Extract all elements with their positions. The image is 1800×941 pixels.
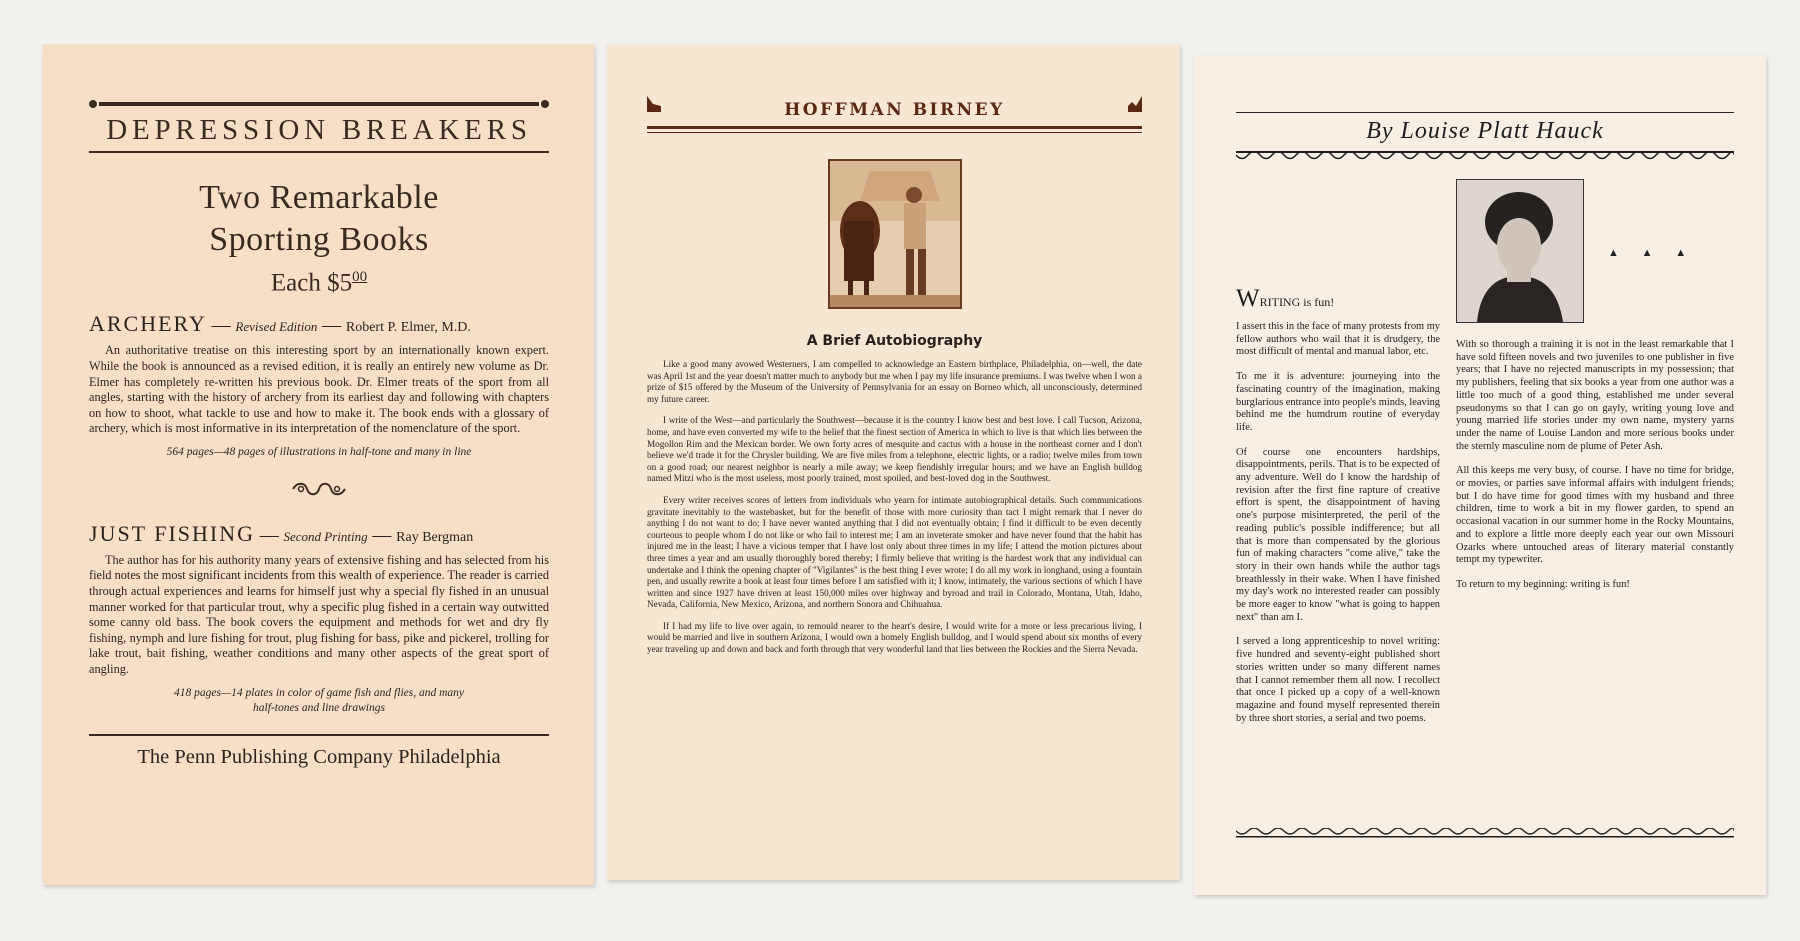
author-name: HOFFMAN BIRNEY bbox=[784, 100, 1005, 120]
right-paragraph-2: All this keeps me very busy, of course. I have no time for bridge, or movies, or parties save informal affairs with indulgent friends; but I do have time for good times with my husband and three children, time to work a bit in my flower garden, to spend an occasional vacation in our summer home in the Rocky Mountains, and to explore a little more deeply each year our own Missouri Ozarks where untouched areas of literary material constantly tempt my typewriter. bbox=[1456, 465, 1734, 566]
left-column bbox=[1236, 285, 1440, 737]
ornament-icon bbox=[89, 480, 549, 503]
author-portrait bbox=[1456, 179, 1584, 323]
book-archery-heading: ARCHERY — Revised Edition — Robert P. Elmer, M.D. bbox=[89, 311, 471, 337]
bio-paragraph-1: Like a good many avowed Westerners, I am compelled to acknowledge an Eastern birthplace, Philadelphia, on—well, the date was April 1st and the year doesn't matter much to anybody but me when I pay my life insurance premiums. I was twelve when I won a prize of $15 offered by the Museum of the University of Pennsylvania for an essay on Borneo which, all unconsciously, determined my future career. bbox=[647, 359, 1142, 404]
bio-paragraph-4: If I had my life to live over again, to remould nearer to the heart's desire, I would write for a more or less precarious living, I would be married and live in southern Arizona, I would own a homely English bulldog, and I would spend about six months of every year traveling up and down and back and forth through that very wonderful land that lies between the Rockies and the Sierra Nevada. bbox=[647, 620, 1142, 655]
book-archery-description: An authoritative treatise on this interesting sport by an internationally known expert. While the book is announced as a revised edition, it is really an entirely new volume as Dr. Elmer has completely re-written his previous book. Dr. Elmer treats of the sport from all angles, starting with the history of archery from its earliest day and following with chapters on how to shoot, what tackle to use and how to make it. The book ends with a glossary of archery, which is most informative in its interpretation of the nomenclature of the sport. bbox=[89, 343, 549, 436]
right-column bbox=[1456, 179, 1734, 604]
left-paragraph-2: To me it is adventure: journeying into the fascinating country of the imagination, making burglarious entrance into people's minds, leaving behind me the humdrum routine of everyday life. bbox=[1236, 371, 1440, 433]
autobiography-title: A Brief Autobiography bbox=[806, 333, 983, 349]
author-header bbox=[647, 90, 1142, 124]
flyer-louise-platt-hauck bbox=[1194, 56, 1766, 895]
left-paragraph-1: I assert this in the face of many protests from my fellow authors who wail that it is drudgery, the most difficult of mental and manual labor, etc. bbox=[1236, 321, 1440, 358]
triangle-ornament-icon: ▲ ▲ ▲ bbox=[1608, 247, 1697, 259]
book-fishing-description: The author has for his authority many years of extensive fishing and has selected from his field notes the most significant incidents from this wealth of experience. The reader is carried through actual experiences and learns for himself just why a special fly fished in an unusual manner worked for that particular trout, why a specific plug fished in a certain way outwitted some canny old bass. The book covers the equipment and methods for wet and dry fly fishing, nymph and lure fishing for trout, plug fishing for bass, pike and pickerel, trolling for lake trout, bait fishing, weather conditions and many other aspects of the great sport of angling. bbox=[89, 552, 549, 677]
left-paragraph-3: Of course one encounters hardships, disappointments, perils. That is to be expected of any adventure. Well do I know the hardship of revision after the first fine rapture of creative effort is spent, the disappointment of having one's purpose misinterpreted, the peril of the reading public's possible indifference; but all that is more than compensated by the glorious fun of making characters "come alive," take the story in their own hands while the author tags breathlessly in their wake. When I have finished my day's work no interested reader can possibly be more eager to know "what is going to happen next" than am I. bbox=[1236, 446, 1440, 623]
header-rule-thick bbox=[647, 126, 1142, 129]
top-dotted-rule bbox=[89, 100, 549, 108]
left-corner-icon bbox=[647, 96, 661, 112]
book-fishing-meta: 418 pages—14 plates in color of game fish and flies, and many half-tones and line drawings bbox=[173, 686, 465, 714]
footer-rule bbox=[89, 734, 549, 736]
bio-paragraph-3: Every writer receives scores of letters from individuals who yearn for intimate autobiographical details. Such communications gravitate inevitably to the wastebasket, but for the benefit of those with more curiosity than tact I might remark that I never do anything I do not want to do; I have never wanted anything that I did not eventually obtain; I find it difficult to be even decently courteous to people whom I do not like or who fail to interest me; I am an inveterate smoker and have never found that the habit has injured me in the least; I have a vicious temper that I have lost only about three times in my life; I attend the motion pictures about three times a year and am usually thoroughly bored thereby; I firmly believe that writing is the hardest work that any individual can undertake and I think the opening chapter of "Vigilantes" is the best thing I ever wrote; I do all my work in longhand, using a fountain pen, and usually rewrite a book at least four times before I am satisfied with it; I know, intimately, the various sections of which I have written and since 1927 have driven at least 150,000 miles over highway and byroad and trail in Colorado, Montana, Utah, Idaho, Nevada, California, New Mexico, Arizona, and northern Sonora and Chihuahua. bbox=[647, 494, 1142, 610]
header-rule-thin bbox=[647, 132, 1142, 133]
bio-paragraph-2: I write of the West—and particularly the Southwest—because it is the country I know best and best love. I call Tucson, Arizona, home, and have even converted my wife to the belief that the finest section of America in which to live is that which lies between the Mogollon Rim and the Mexican border. We own forty acres of mesquite and cactus with a house in the northeast corner and I don't believe we'd trade it for the Chrysler building. We are five miles from a telephone, electric lights, or a radio; twelve miles from town on a good road; our nearest neighbor is nearly a mile away; we keep fiendishly irregular hours; and we have an English bulldog named Mitzi who is the most useless, most poorly trained, most spoiled, and best-loved dog in the Southwest. bbox=[647, 415, 1142, 484]
article-columns bbox=[1236, 179, 1734, 724]
flyer-title: Two Remarkable Sporting Books bbox=[199, 179, 439, 258]
book-archery-meta: 564 pages—48 pages of illustrations in half-tone and many in line bbox=[166, 445, 472, 458]
author-name: By Louise Platt Hauck bbox=[1366, 118, 1604, 144]
book-fishing-heading: JUST FISHING — Second Printing — Ray Bergman bbox=[89, 520, 474, 546]
header-rule bbox=[89, 151, 549, 153]
author-photo-horse bbox=[828, 159, 962, 309]
wave-rule-icon bbox=[1236, 151, 1734, 163]
flyer-depression-breakers bbox=[43, 44, 594, 885]
flyer-hoffman-birney bbox=[607, 44, 1180, 880]
right-corner-icon bbox=[1128, 96, 1142, 112]
bottom-wave-rule-icon bbox=[1236, 828, 1734, 838]
right-paragraph-3: To return to my beginning: writing is fun! bbox=[1456, 578, 1630, 590]
right-paragraph-1: With so thorough a training it is not in the least remarkable that I have sold fifteen novels and two juveniles to one publisher in five years; that I have no rejected manuscripts in my possession; that my publishers, feeling that six books a year from one author was a little too much of a good thing, established me under several pseudonyms so that I can go on gayly, writing young love and young married life stories under my own name, mystery yarns under the name of Louise Landon and more serious books under the sternly masculine nom de plume of Peter Ash. bbox=[1456, 339, 1734, 452]
opening-line: WRITING is fun! bbox=[1236, 285, 1335, 312]
price-line: Each $\$5^{00}$ bbox=[270, 269, 368, 297]
left-paragraph-4: I served a long apprenticeship to novel writing: five hundred and seventy-eight published short stories written under so many different names that I cannot remember them all now. I recollect that once I picked up a copy of a well-known magazine and found myself represented therein by three short stories, a serial and two poems. bbox=[1236, 636, 1440, 724]
publisher-line: The Penn Publishing Company Philadelphia bbox=[137, 745, 501, 768]
flyer-header: DEPRESSION BREAKERS bbox=[106, 114, 532, 146]
